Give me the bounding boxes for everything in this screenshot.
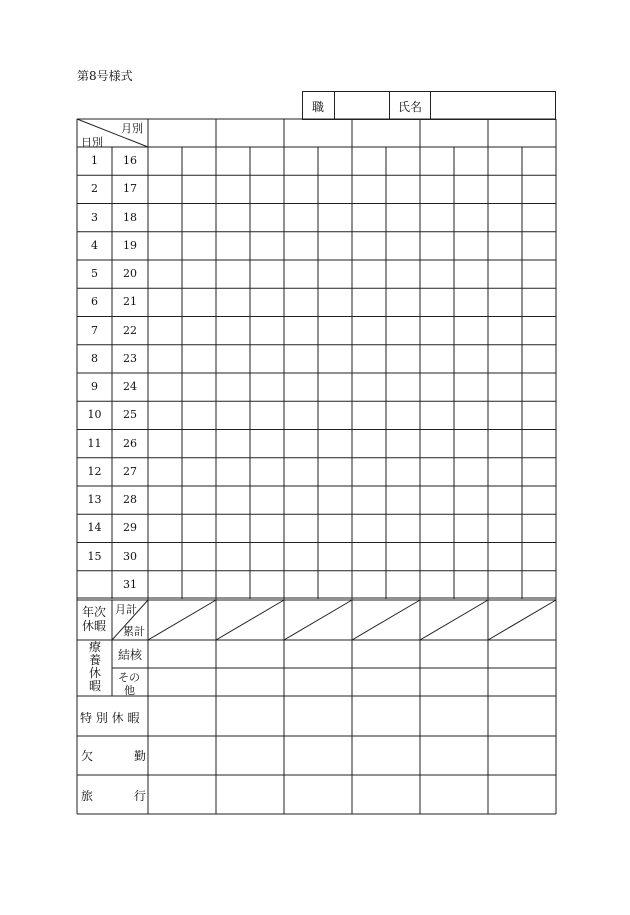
corner-day-label: 日別 <box>81 136 103 149</box>
day-number-right: 22 <box>123 323 137 337</box>
day-number-right: 28 <box>123 493 137 507</box>
annual-month-diagonal <box>216 600 284 640</box>
day-number-left: 9 <box>91 380 98 394</box>
medical-leave-char: 暇 <box>88 679 101 693</box>
day-number-right: 18 <box>123 210 137 224</box>
annual-month-diagonal <box>420 600 488 640</box>
day-number-right: 27 <box>123 464 137 478</box>
day-number-right: 24 <box>123 380 137 394</box>
day-number-left: 7 <box>91 323 98 337</box>
medical-leave-char: 休 <box>88 666 101 680</box>
day-number-right: 19 <box>123 238 137 252</box>
day-number-left: 15 <box>87 549 102 563</box>
name-label: 氏名 <box>398 100 423 114</box>
form-title: 第8号様式 <box>77 69 133 83</box>
annual-month-diagonal <box>488 600 556 640</box>
day-number-left: 3 <box>91 210 98 224</box>
day-number-left: 5 <box>91 267 98 281</box>
day-number-right: 31 <box>123 577 137 591</box>
day-number-right: 26 <box>123 436 137 450</box>
day-number-right: 29 <box>123 521 137 535</box>
medical-leave-char: 療 <box>88 640 101 654</box>
annual-monthly-label: 月計 <box>115 603 137 616</box>
job-label: 職 <box>312 100 325 114</box>
day-number-right: 21 <box>123 295 137 309</box>
day-number-left: 6 <box>91 295 98 309</box>
annual-month-diagonal <box>148 600 216 640</box>
annual-month-diagonal <box>352 600 420 640</box>
day-number-right: 23 <box>123 351 137 365</box>
day-number-left: 12 <box>87 464 102 478</box>
day-number-left: 8 <box>91 351 98 365</box>
annual-leave-label-2: 休暇 <box>82 619 107 633</box>
day-number-left: 14 <box>87 521 102 535</box>
day-number-right: 20 <box>123 267 137 281</box>
day-number-left: 11 <box>87 436 102 450</box>
day-number-right: 16 <box>123 154 137 168</box>
day-number-left: 13 <box>87 493 102 507</box>
travel-label-left: 旅 <box>81 789 94 803</box>
travel-label-right: 行 <box>134 789 147 803</box>
day-number-left: 4 <box>91 238 98 252</box>
day-number-right: 17 <box>123 182 137 196</box>
medical-leave-char: 養 <box>88 653 101 667</box>
annual-cumulative-label: 累計 <box>123 625 145 638</box>
annual-month-diagonal <box>284 600 352 640</box>
day-number-left: 2 <box>91 182 98 196</box>
absence-label-left: 欠 <box>81 749 94 763</box>
tuberculosis-label: 結核 <box>118 648 143 662</box>
day-number-left: 1 <box>91 154 98 168</box>
day-number-left: 10 <box>87 408 102 422</box>
special-leave-label: 特 別 休 暇 <box>80 711 140 725</box>
annual-leave-label-1: 年次 <box>82 605 107 619</box>
day-number-right: 30 <box>123 549 137 563</box>
corner-month-label: 月別 <box>121 122 143 135</box>
other-label-2: 他 <box>124 684 135 697</box>
day-number-right: 25 <box>123 408 137 422</box>
other-label-1: その <box>118 671 140 684</box>
absence-label-right: 勤 <box>134 749 147 763</box>
